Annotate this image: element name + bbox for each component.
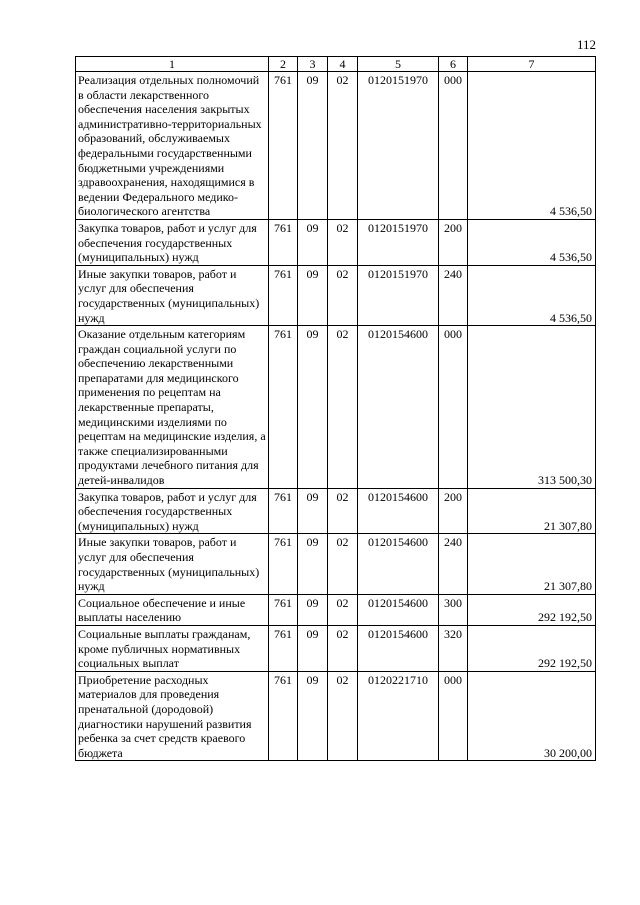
row-section: 09 (298, 72, 328, 220)
row-subsection: 02 (328, 488, 358, 534)
row-target-code: 0120154600 (358, 534, 439, 594)
row-expense-type: 200 (439, 219, 468, 265)
table-row (76, 265, 596, 325)
table-row (76, 488, 596, 534)
row-subsection: 02 (328, 625, 358, 671)
row-amount: 4 536,50 (468, 265, 596, 325)
table-row (76, 72, 596, 220)
row-section: 09 (298, 488, 328, 534)
row-amount: 21 307,80 (468, 534, 596, 594)
row-name: Закупка товаров, работ и услуг для обеспечения государственных (муниципальных) нужд (76, 219, 269, 265)
row-name: Иные закупки товаров, работ и услуг для обеспечения государственных (муниципальных) нужд (76, 534, 269, 594)
table-row (76, 534, 596, 594)
row-target-code: 0120151970 (358, 219, 439, 265)
budget-table (75, 56, 596, 761)
header-cell-2: 2 (269, 57, 298, 72)
table-header (76, 57, 596, 72)
header-cell-3: 3 (298, 57, 328, 72)
header-cell-7: 7 (468, 57, 596, 72)
row-section: 09 (298, 625, 328, 671)
row-name: Социальные выплаты гражданам, кроме публичных нормативных социальных выплат (76, 625, 269, 671)
row-amount: 292 192,50 (468, 594, 596, 625)
row-grbs: 761 (269, 671, 298, 761)
row-target-code: 0120154600 (358, 488, 439, 534)
row-grbs: 761 (269, 488, 298, 534)
table-body (76, 72, 596, 761)
row-subsection: 02 (328, 534, 358, 594)
header-row (76, 57, 596, 72)
header-cell-4: 4 (328, 57, 358, 72)
row-expense-type: 300 (439, 594, 468, 625)
row-amount: 30 200,00 (468, 671, 596, 761)
page-number: 112 (576, 37, 596, 52)
row-expense-type: 320 (439, 625, 468, 671)
table-row (76, 625, 596, 671)
row-target-code: 0120154600 (358, 326, 439, 489)
row-name: Оказание отдельным категориям граждан социальной услуги по обеспечению лекарственными препаратами для медицинского применения по рецептам на лекарственные препараты, медицинскими изделиями по рецептам на медицинские изделия, а также специализированными продуктами лечебного питания для детей-инвалидов (76, 326, 269, 489)
row-subsection: 02 (328, 72, 358, 220)
row-target-code: 0120151970 (358, 72, 439, 220)
row-grbs: 761 (269, 265, 298, 325)
row-name: Иные закупки товаров, работ и услуг для обеспечения государственных (муниципальных) нужд (76, 265, 269, 325)
row-subsection: 02 (328, 219, 358, 265)
table-row (76, 326, 596, 489)
row-grbs: 761 (269, 219, 298, 265)
row-expense-type: 000 (439, 72, 468, 220)
row-name: Социальное обеспечение и иные выплаты населению (76, 594, 269, 625)
row-section: 09 (298, 326, 328, 489)
row-name: Реализация отдельных полномочий в области лекарственного обеспечения населения закрытых административно-территориальных образований, обслуживаемых федеральными государственными бюджетными учреждениями здравоохранения, находящимися в ведении Федерального медико-биологического агентства (76, 72, 269, 220)
row-grbs: 761 (269, 625, 298, 671)
table-row (76, 219, 596, 265)
row-section: 09 (298, 671, 328, 761)
header-cell-6: 6 (439, 57, 468, 72)
row-amount: 292 192,50 (468, 625, 596, 671)
row-subsection: 02 (328, 265, 358, 325)
row-grbs: 761 (269, 594, 298, 625)
row-expense-type: 000 (439, 326, 468, 489)
row-section: 09 (298, 594, 328, 625)
row-subsection: 02 (328, 671, 358, 761)
row-target-code: 0120154600 (358, 594, 439, 625)
row-target-code: 0120154600 (358, 625, 439, 671)
row-expense-type: 200 (439, 488, 468, 534)
row-section: 09 (298, 265, 328, 325)
row-grbs: 761 (269, 326, 298, 489)
row-amount: 4 536,50 (468, 219, 596, 265)
row-subsection: 02 (328, 326, 358, 489)
header-cell-1: 1 (76, 57, 269, 72)
row-amount: 21 307,80 (468, 488, 596, 534)
row-grbs: 761 (269, 534, 298, 594)
row-target-code: 0120151970 (358, 265, 439, 325)
table-row (76, 671, 596, 761)
row-target-code: 0120221710 (358, 671, 439, 761)
row-amount: 4 536,50 (468, 72, 596, 220)
row-amount: 313 500,30 (468, 326, 596, 489)
row-name: Закупка товаров, работ и услуг для обеспечения государственных (муниципальных) нужд (76, 488, 269, 534)
header-cell-5: 5 (358, 57, 439, 72)
row-grbs: 761 (269, 72, 298, 220)
table-row (76, 594, 596, 625)
row-section: 09 (298, 534, 328, 594)
row-subsection: 02 (328, 594, 358, 625)
row-expense-type: 240 (439, 534, 468, 594)
row-expense-type: 240 (439, 265, 468, 325)
row-name: Приобретение расходных материалов для проведения пренатальной (дородовой) диагностики нарушений развития ребенка за счет средств краевого бюджета (76, 671, 269, 761)
row-section: 09 (298, 219, 328, 265)
row-expense-type: 000 (439, 671, 468, 761)
